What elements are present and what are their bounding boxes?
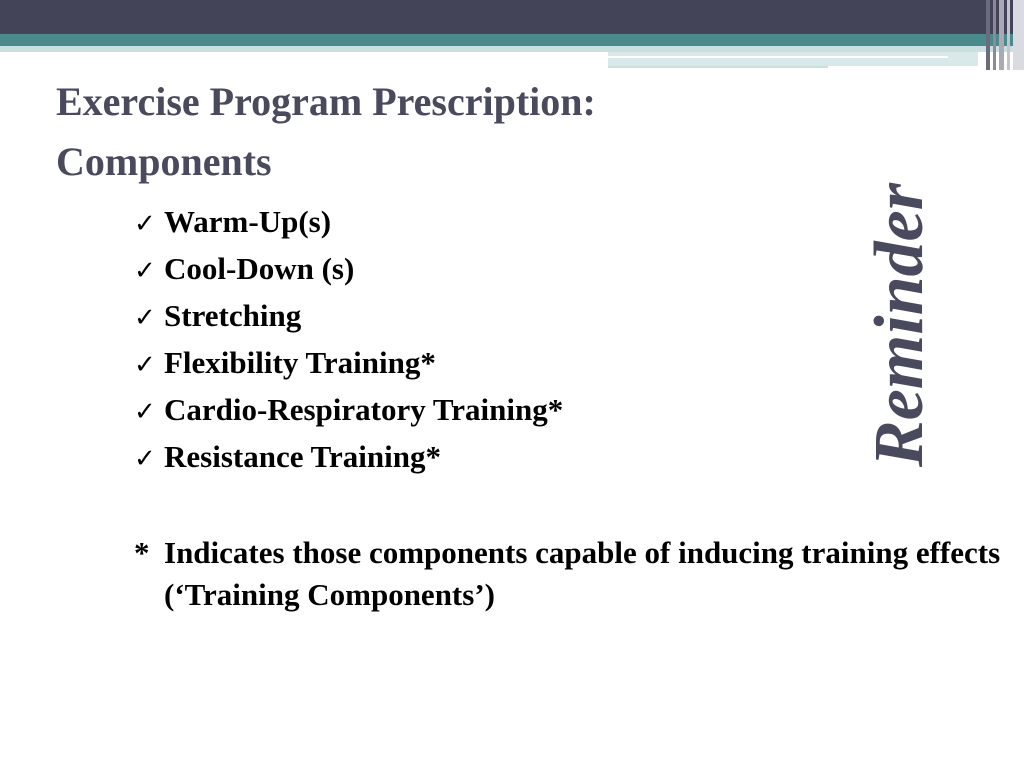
footnote xyxy=(134,532,1004,616)
component-checklist xyxy=(134,198,563,480)
list-item-label: Resistance Training* xyxy=(164,439,442,474)
list-item-label: Warm-Up(s) xyxy=(164,204,332,239)
list-item-label: Flexibility Training* xyxy=(164,345,436,380)
header-dark-band xyxy=(0,0,1024,34)
checkmark-icon: ✓ xyxy=(134,397,156,427)
checkmark-icon: ✓ xyxy=(134,303,156,333)
header-accent-band xyxy=(608,52,978,66)
checkmark-icon: ✓ xyxy=(134,350,156,380)
footnote-marker: * xyxy=(134,535,150,570)
list-item xyxy=(134,198,563,245)
checkmark-icon: ✓ xyxy=(134,444,156,474)
list-item xyxy=(134,245,563,292)
reminder-label: Reminder xyxy=(861,183,938,467)
header-vertical-bars xyxy=(986,0,1024,70)
list-item-label: Cool-Down (s) xyxy=(164,251,355,286)
checkmark-icon: ✓ xyxy=(134,256,156,286)
footnote-text: Indicates those components capable of inducing training effects (‘Training Components’) xyxy=(164,535,1001,612)
slide-title: Exercise Program Prescription: Components xyxy=(56,79,596,184)
header-accent-line xyxy=(608,56,948,58)
header-accent-line-lower xyxy=(608,66,828,68)
list-item-label: Cardio-Respiratory Training* xyxy=(164,392,564,427)
list-item-label: Stretching xyxy=(164,298,302,333)
header-teal-band xyxy=(0,34,1024,46)
list-item xyxy=(134,433,563,480)
list-item xyxy=(134,339,563,386)
checkmark-icon: ✓ xyxy=(134,209,156,239)
list-item xyxy=(134,386,563,433)
list-item xyxy=(134,292,563,339)
